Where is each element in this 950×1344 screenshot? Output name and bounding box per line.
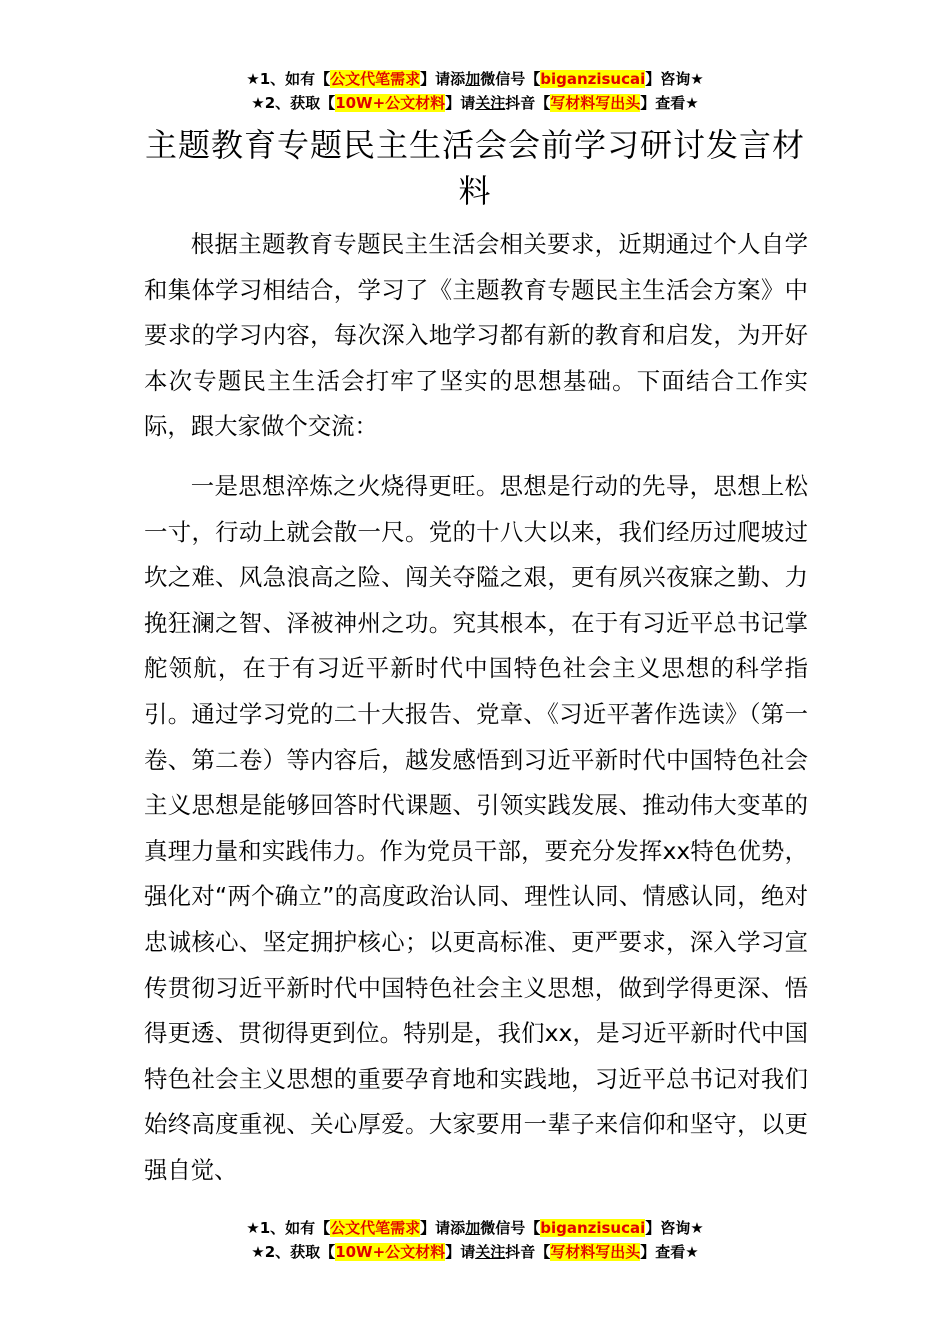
wechat-id: biganzisucai bbox=[540, 70, 646, 88]
douyin-account: 写材料写出头 bbox=[550, 94, 641, 112]
promo-banner-top bbox=[0, 67, 950, 115]
promo-line-1: ★1、如有【公文代笔需求】请添加微信号【biganzisucai】咨询★ bbox=[246, 70, 704, 88]
highlight-text: 10W+公文材料 bbox=[335, 1243, 446, 1261]
promo-banner-bottom bbox=[0, 1216, 950, 1264]
highlight-text: 10W+公文材料 bbox=[335, 94, 446, 112]
promo-line-1: ★1、如有【公文代笔需求】请添加微信号【biganzisucai】咨询★ bbox=[246, 1219, 704, 1237]
document-title: 主题教育专题民主生活会会前学习研讨发言材料 bbox=[145, 126, 806, 210]
wechat-id: biganzisucai bbox=[540, 1219, 646, 1237]
highlight-text: 公文代笔需求 bbox=[330, 1219, 421, 1237]
promo-line-2: ★2、获取【10W+公文材料】请关注抖音【写材料写出头】查看★ bbox=[251, 94, 699, 112]
highlight-text: 公文代笔需求 bbox=[330, 70, 421, 88]
promo-line-2: ★2、获取【10W+公文材料】请关注抖音【写材料写出头】查看★ bbox=[251, 1243, 699, 1261]
body-paragraph: 根据主题教育专题民主生活会相关要求，近期通过个人自学和集体学习相结合，学习了《主题教育专题民主生活会方案》中要求的学习内容，每次深入地学习都有新的教育和启发，为开好本次专题民主生活会打牢了坚实的思想基础。下面结合工作实际，跟大家做个交流： bbox=[144, 230, 808, 441]
douyin-account: 写材料写出头 bbox=[550, 1243, 641, 1261]
body-paragraph: 一是思想淬炼之火烧得更旺。思想是行动的先导，思想上松一寸，行动上就会散一尺。党的十八大以来，我们经历过爬坡过坎之难、风急浪高之险、闯关夺隘之艰，更有夙兴夜寐之勤、力挽狂澜之智、泽被神州之功。究其根本，在于有习近平总书记掌舵领航，在于有习近平新时代中国特色社会主义思想的科学指引。通过学习党的二十大报告、党章、《习近平著作选读》（第一卷、第二卷）等内容后，越发感悟到习近平新时代中国特色社会主义思想是能够回答时代课题、引领实践发展、推动伟大变革的真理力量和实践伟力。作为党员干部，要充分发挥xx特色优势，强化对“两个确立”的高度政治认同、理性认同、情感认同，绝对忠诚核心、坚定拥护核心；以更高标准、更严要求，深入学习宣传贯彻习近平新时代中国特色社会主义思想，做到学得更深、悟得更透、贯彻得更到位。特别是，我们xx，是习近平新时代中国特色社会主义思想的重要孕育地和实践地，习近平总书记对我们始终高度重视、关心厚爱。大家要用一辈子来信仰和坚守，以更强自觉、 bbox=[144, 471, 808, 1184]
document-body bbox=[144, 222, 808, 1207]
